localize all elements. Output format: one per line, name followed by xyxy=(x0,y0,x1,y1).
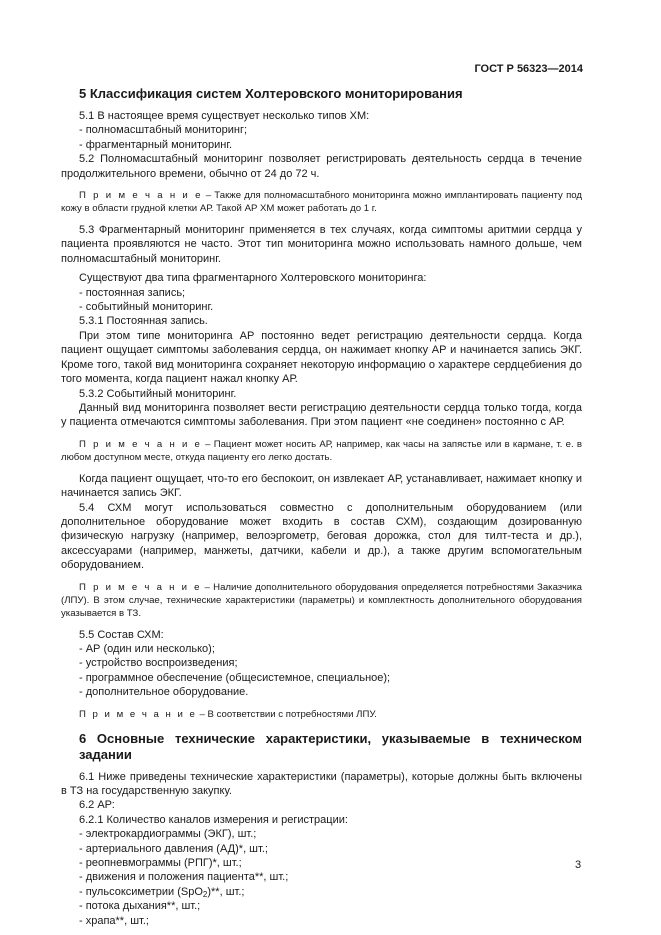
paragraph-6-2: 6.2 АР: xyxy=(79,799,115,812)
note-1 xyxy=(61,189,582,215)
note-text: – Пациент может носить АР, например, как часы на запястье или в кармане, т. е. в любом доступном месте, откуда пациенту его легко достать. xyxy=(61,438,582,463)
list-item-full-monitoring: - полномасштабный мониторинг; xyxy=(79,124,248,137)
note-label: П р и м е ч а н и е xyxy=(79,708,197,720)
note-text: – Также для полномасштабного мониторинга можно имплантировать пациенту под кожу в области грудной клетки АР. Такой АР ХМ может работать до 1 г. xyxy=(61,190,582,215)
list-item-software: - программное обеспечение (общесистемное, специальное); xyxy=(79,671,391,684)
paragraph-constant-record: При этом типе мониторинга АР постоянно ведет регистрацию деятельности сердца. Когда пациент ощущает симптомы заболевания сердца, он нажимает кнопку АР и начинается запись ЭКГ. Кроме того, такой вид мониторинга сохраняет некоторую информацию о характере сердцебиения до того момента, когда пациент нажал кнопку АР. xyxy=(61,329,582,386)
list-item-fragment-monitoring: - фрагментарный мониторинг. xyxy=(79,138,233,151)
standard-designation: ГОСТ Р 56323—2014 xyxy=(474,63,583,75)
list-item-constant-record: - постоянная запись; xyxy=(79,286,186,299)
list-item-event-monitoring: - событийный мониторинг. xyxy=(79,301,214,314)
section-6-title: 6 Основные технические характеристики, указываемые в техническом задании xyxy=(79,730,582,762)
list-item-playback: - устройство воспроизведения; xyxy=(79,657,238,670)
paragraph-5-3-2: 5.3.2 Событийный мониторинг. xyxy=(79,387,237,400)
list-item-motion-position: - движения и положения пациента**, шт.; xyxy=(79,871,289,884)
note-2 xyxy=(61,438,582,464)
note-label: П р и м е ч а н и е xyxy=(79,581,202,593)
paragraph-6-1: 6.1 Ниже приведены технические характеристики (параметры), которые должны быть включены в ТЗ на государственную закупку. xyxy=(61,770,582,797)
paragraph-6-2-1: 6.2.1 Количество каналов измерения и регистрации: xyxy=(79,813,348,826)
paragraph-5-1: 5.1 В настоящее время существует несколько типов ХМ: xyxy=(79,110,370,122)
page-number: 3 xyxy=(575,859,582,871)
page-content xyxy=(61,86,582,928)
paragraph-5-4: 5.4 СХМ могут использоваться совместно с дополнительным оборудованием (или дополнительное оборудование может входить в состав СХМ), создающим дозированную физическую нагрузку (например, велоэргометр, беговая дорожка, стол для тилт-теста и др.), аксессуарами (например, манжеты, датчики, кабели и др.), а также другим вспомогательным оборудованием. xyxy=(61,501,582,572)
list-item-pulse-oximetry: - пульсоксиметрии (SpO$_2$)**, шт.; xyxy=(79,885,245,899)
list-item-breath-flow: - потока дыхания**, шт.; xyxy=(79,900,201,913)
list-item-blood-pressure: - артериального давления (АД)*, шт.; xyxy=(79,842,268,855)
section-5-title: 5 Классификация систем Холтеровского мониторирования xyxy=(79,86,463,101)
note-label: П р и м е ч а н и е xyxy=(79,438,202,450)
paragraph-5-3: 5.3 Фрагментарный мониторинг применяется в тех случаях, когда симптомы аритмии сердца у пациента проявляются не часто. Этот тип мониторинга можно использовать намного дольше, чем полномасштабный мониторинг. xyxy=(61,224,582,265)
paragraph-5-3-1: 5.3.1 Постоянная запись. xyxy=(79,315,208,328)
note-4 xyxy=(61,708,582,721)
list-item-ecg: - электрокардиограммы (ЭКГ), шт.; xyxy=(79,828,257,841)
paragraph-event-monitoring: Данный вид мониторинга позволяет вести регистрацию деятельности сердца только тогда, когда у пациента отмечаются симптомы заболевания. При этом пациент «не соединен» постоянно с АР. xyxy=(61,401,582,429)
paragraph-5-5: 5.5 Состав СХМ: xyxy=(79,628,164,641)
note-label: П р и м е ч а н и е xyxy=(79,190,203,202)
paragraph-patient-feels: Когда пациент ощущает, что-то его беспокоит, он извлекает АР, устанавливает, нажимает кнопку и начинается запись ЭКГ. xyxy=(61,472,582,500)
paragraph-two-types: Существуют два типа фрагментарного Холтеровского мониторинга: xyxy=(79,272,427,285)
list-item-rheopneumogram: - реопневмограммы (РПГ)*, шт.; xyxy=(79,857,242,870)
note-text: – Наличие дополнительного оборудования определяется потребностями Заказчика (ЛПУ). В этом случае, технические характеристики (параметры) и комплектность дополнительного оборудования указывается в ТЗ. xyxy=(61,581,582,619)
note-3 xyxy=(61,581,582,620)
list-item-additional: - дополнительное оборудование. xyxy=(79,686,249,699)
note-text: – В соответствии с потребностями ЛПУ. xyxy=(196,708,377,720)
list-item-ar: - АР (один или несколько); xyxy=(79,642,215,655)
paragraph-5-2: 5.2 Полномасштабный мониторинг позволяет регистрировать деятельность сердца в течение продолжительного времени, обычно от 24 до 72 ч. xyxy=(61,153,582,180)
list-item-snore: - храпа**, шт.; xyxy=(79,914,149,927)
